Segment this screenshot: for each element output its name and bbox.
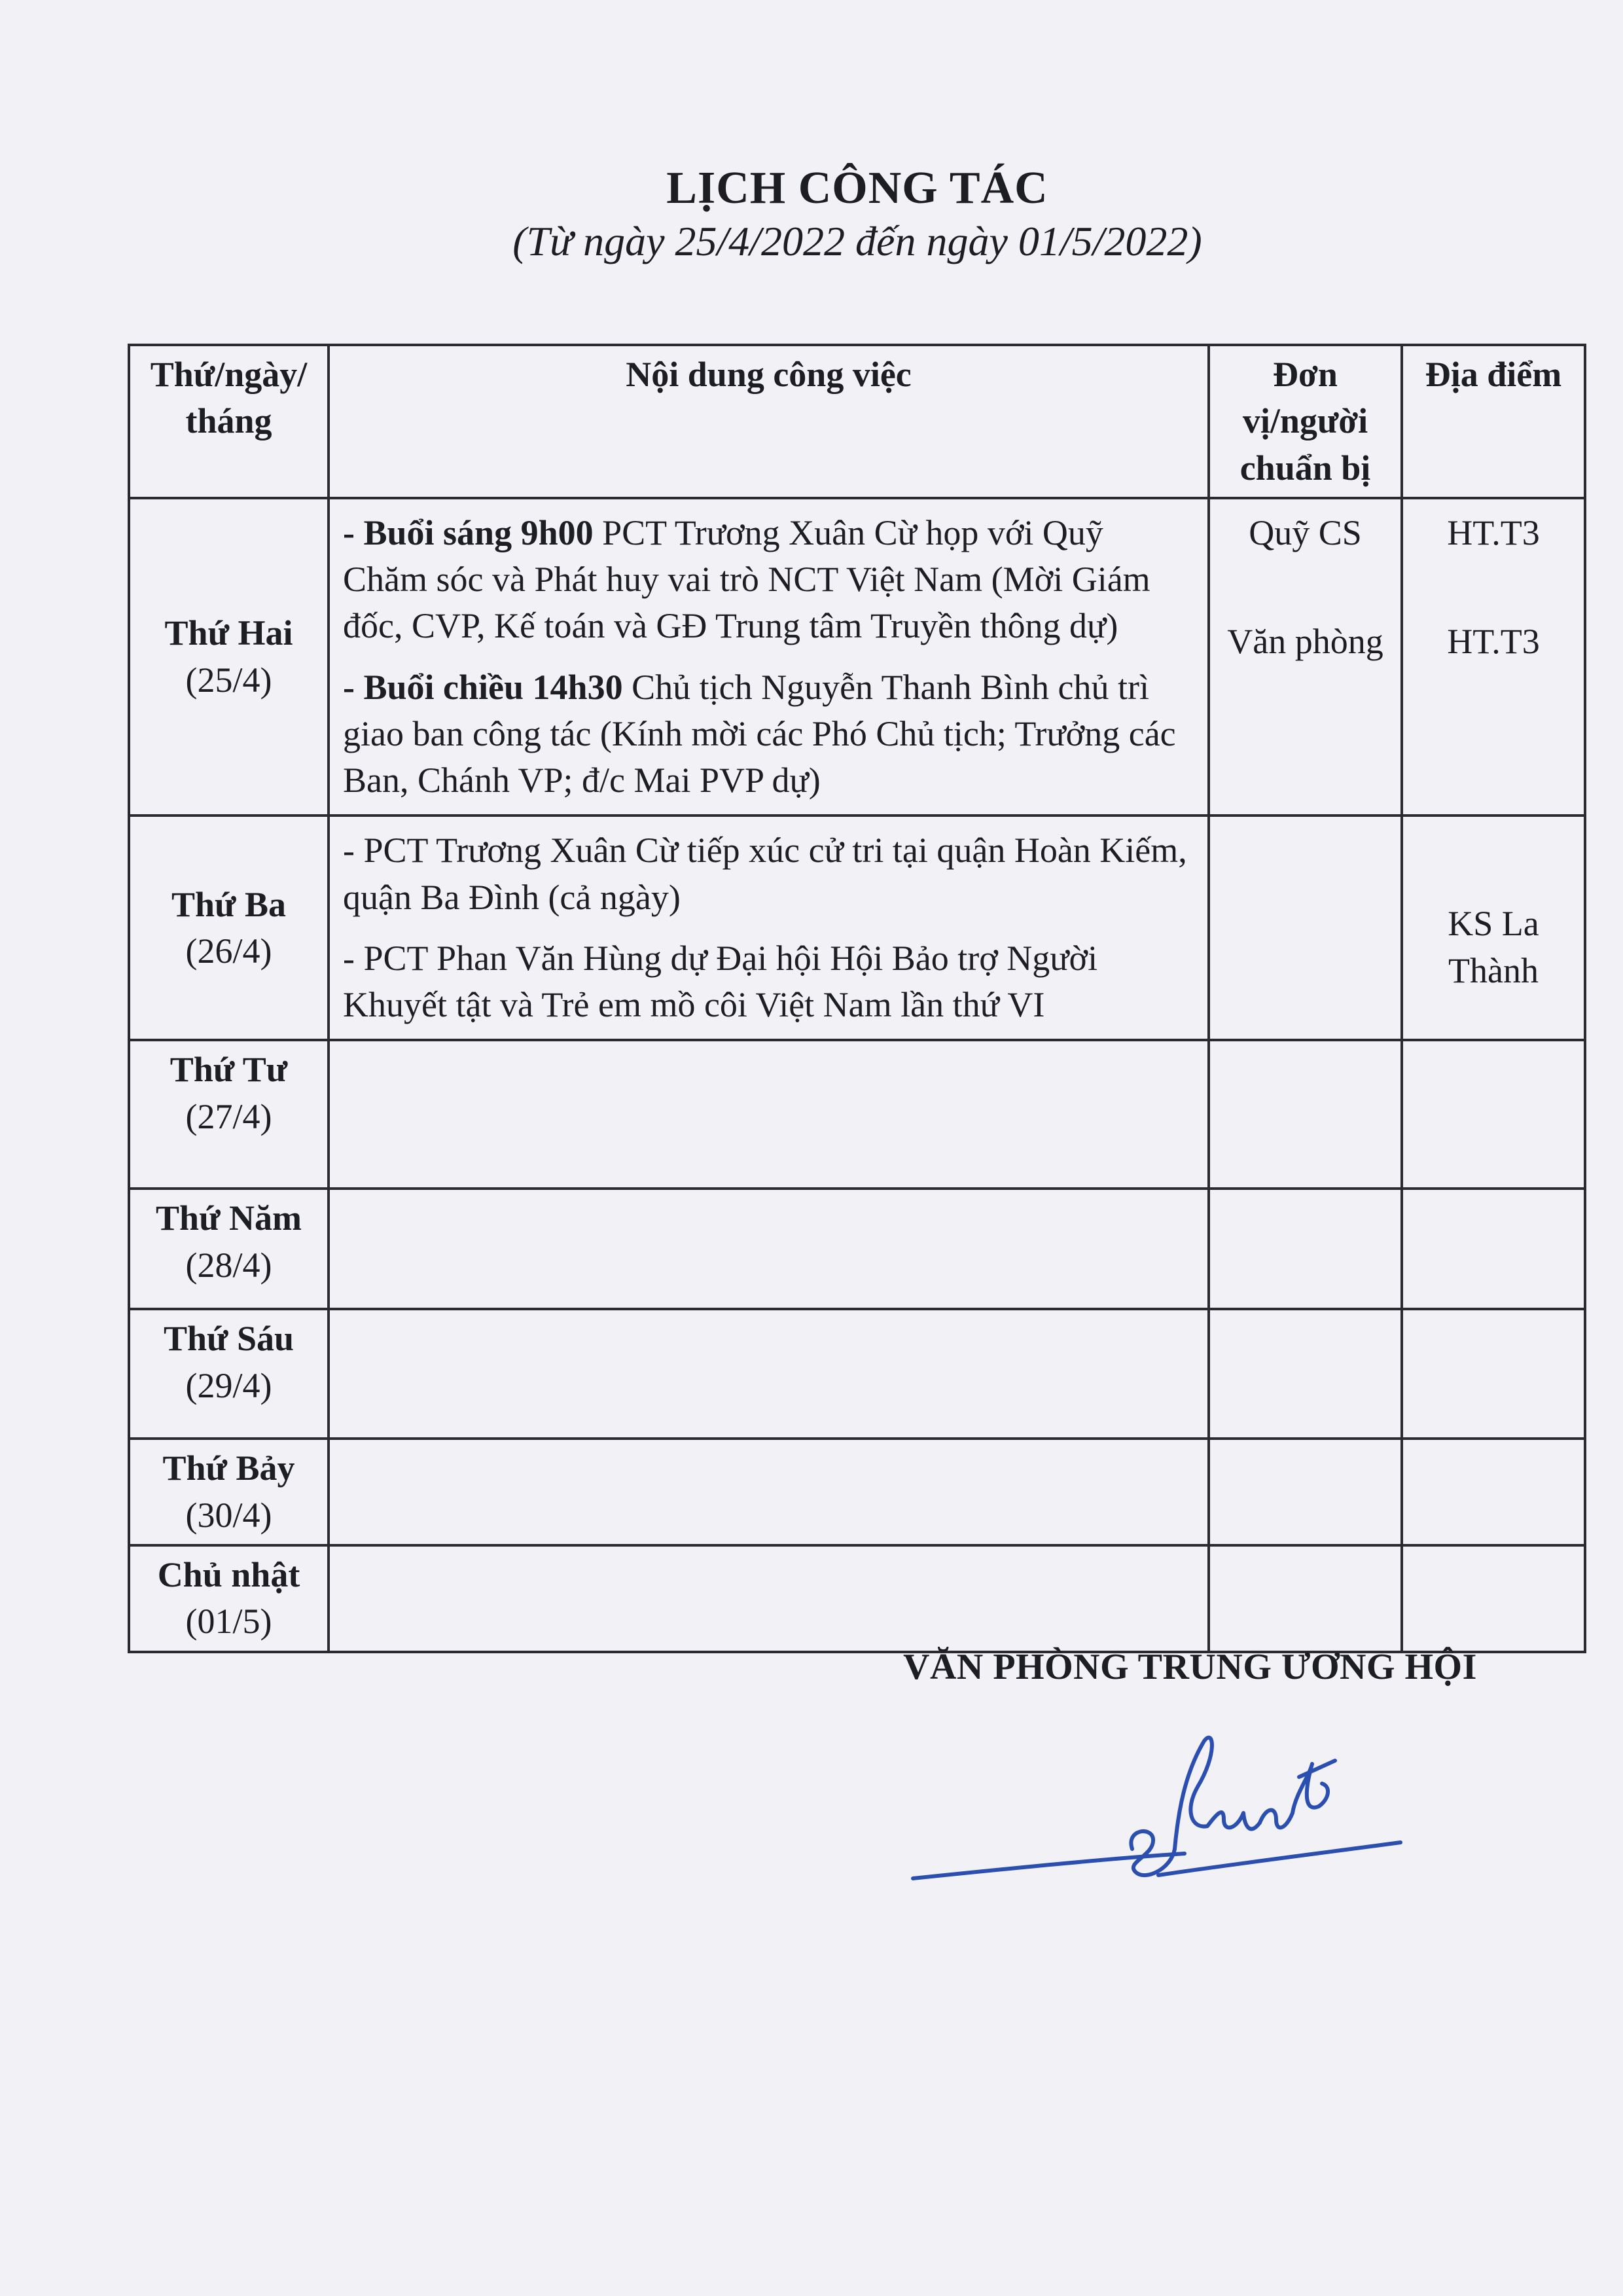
entry-time: - Buổi sáng 9h00 [343,512,594,552]
day-cell [129,1545,329,1652]
day-name: Thứ Bảy [162,1448,295,1488]
day-name: Thứ Ba [171,884,286,924]
unit-cell [1209,498,1402,816]
content-cell [329,1309,1209,1439]
day-date: (30/4) [185,1495,272,1535]
entry-unit: Quỹ CS [1249,512,1362,552]
day-date: (29/4) [185,1365,272,1405]
content-cell [329,1439,1209,1545]
place-cell [1402,1439,1585,1545]
entry-time: - Buổi chiều 14h30 [343,667,623,707]
day-date: (28/4) [185,1245,272,1285]
place-cell [1402,816,1585,1040]
header-content: Nội dung công việc [329,345,1209,498]
office-signature-title: VĂN PHÒNG TRUNG ƯƠNG HỘI [903,1647,1477,1687]
unit-cell [1209,1040,1402,1189]
unit-cell [1209,1189,1402,1309]
entry-text: PCT Trương Xuân Cừ họp với Quỹ Chăm sóc và Phát huy vai trò NCT Việt Nam (Mời Giám đốc, CVP, Kế toán và GĐ Trung tâm Truyền thông dự) [343,512,1150,646]
document-subtitle: (Từ ngày 25/4/2022 đến ngày 01/5/2022) [512,218,1202,264]
entry-text: - PCT Phan Văn Hùng dự Đại hội Hội Bảo trợ Người Khuyết tật và Trẻ em mồ côi Việt Nam lần thứ VI [343,938,1098,1025]
schedule-entry [343,510,1194,650]
content-cell [329,1040,1209,1189]
table-row [129,816,1585,1040]
handwritten-signature [910,1715,1420,1928]
day-cell [129,1309,329,1439]
schedule-entry [343,827,1194,921]
unit-cell [1209,816,1402,1040]
entry-text: Chủ tịch Nguyễn Thanh Bình chủ trì giao ban công tác (Kính mời các Phó Chủ tịch; Trưởng các Ban, Chánh VP; đ/c Mai PVP dự) [343,667,1176,800]
day-cell [129,816,329,1040]
day-cell [129,498,329,816]
table-row [129,1189,1585,1309]
table-row [129,1439,1585,1545]
table-row [129,1040,1585,1189]
schedule-entry [343,664,1194,804]
content-cell [329,816,1209,1040]
header-day: Thứ/ngày/ tháng [129,345,329,498]
table-row [129,498,1585,816]
entry-text: - PCT Trương Xuân Cừ tiếp xúc cử tri tại quận Hoàn Kiếm, quận Ba Đình (cả ngày) [343,831,1187,917]
place-cell [1402,1309,1585,1439]
day-name: Thứ Sáu [163,1319,294,1359]
day-date: (25/4) [185,660,272,700]
day-name: Chủ nhật [157,1554,300,1594]
day-cell [129,1040,329,1189]
entry-unit: Văn phòng [1227,622,1383,662]
content-cell [329,1189,1209,1309]
unit-cell [1209,1309,1402,1439]
entry-place: KS La Thành [1448,904,1539,990]
table-header-row [129,345,1585,498]
unit-cell [1209,1439,1402,1545]
place-cell [1402,1189,1585,1309]
unit-cell [1209,1545,1402,1652]
day-date: (27/4) [185,1096,272,1136]
entry-place: HT.T3 [1447,622,1540,662]
place-cell [1402,1545,1585,1652]
day-name: Thứ Hai [164,613,293,653]
header-unit: Đơn vị/người chuẩn bị [1209,345,1402,498]
schedule-entry [343,935,1194,1029]
day-date: (01/5) [185,1602,272,1641]
entry-place: HT.T3 [1447,512,1540,552]
document-title: LỊCH CÔNG TÁC [666,163,1048,213]
place-cell [1402,498,1585,816]
schedule-table [128,344,1586,1653]
day-cell [129,1439,329,1545]
table-row [129,1309,1585,1439]
table-row [129,1545,1585,1652]
place-cell [1402,1040,1585,1189]
header-place: Địa điểm [1402,345,1585,498]
day-cell [129,1189,329,1309]
day-date: (26/4) [185,931,272,971]
content-cell [329,1545,1209,1652]
day-name: Thứ Tư [169,1050,288,1090]
day-name: Thứ Năm [156,1198,302,1238]
content-cell [329,498,1209,816]
